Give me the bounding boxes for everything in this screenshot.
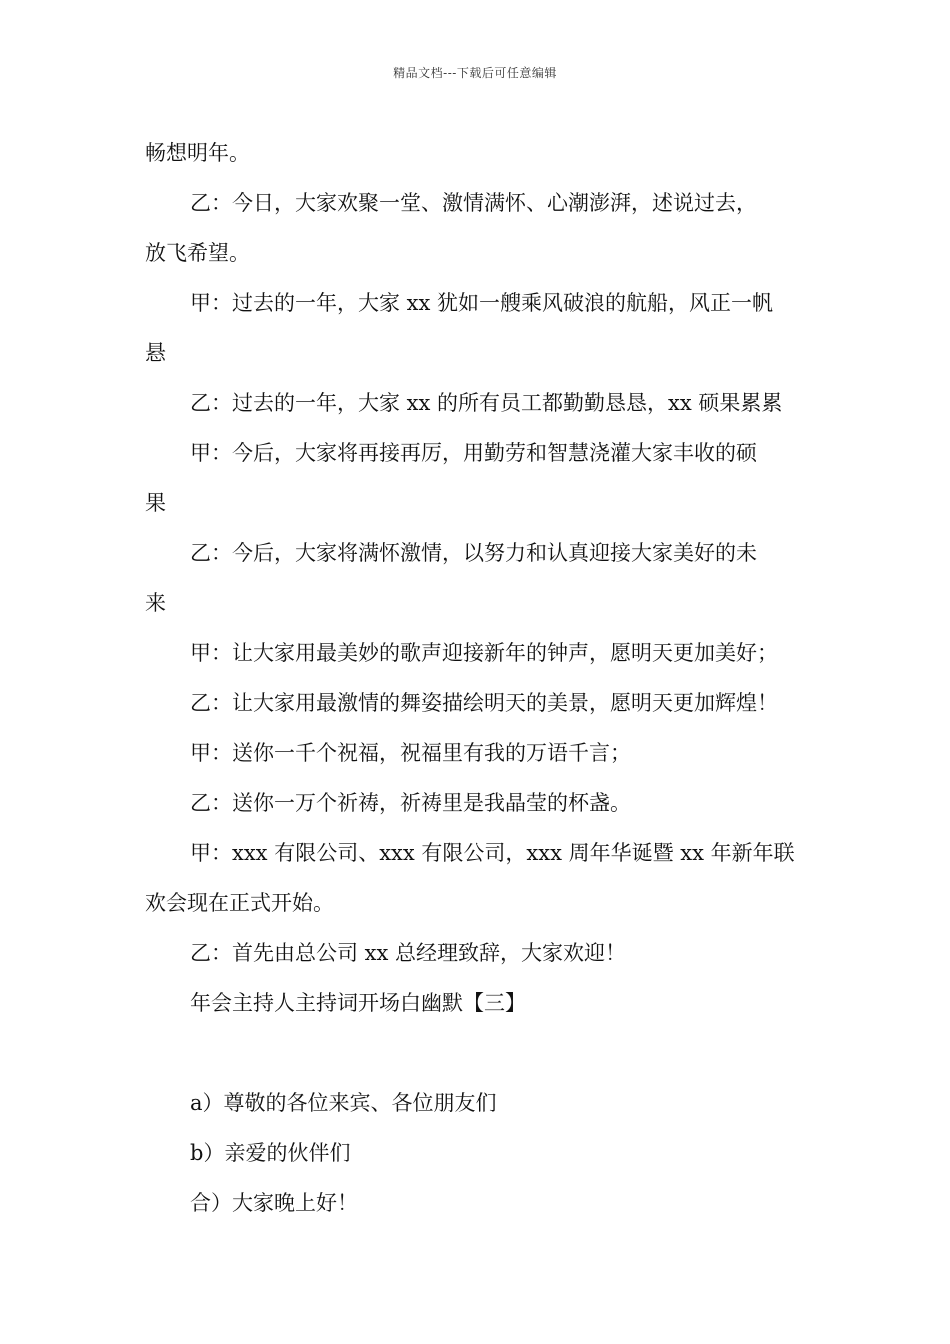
paragraph-line: 放飞希望。 <box>145 241 250 265</box>
paragraph-line: 乙：让大家用最激情的舞姿描绘明天的美景，愿明天更加辉煌！ <box>190 691 778 715</box>
paragraph-line: 甲：让大家用最美妙的歌声迎接新年的钟声，愿明天更加美好； <box>190 641 778 665</box>
paragraph-line: 悬 <box>145 341 166 365</box>
paragraph-line: 甲：送你一千个祝福，祝福里有我的万语千言； <box>190 741 631 765</box>
paragraph-line: 甲：过去的一年，大家 xx 犹如一艘乘风破浪的航船，风正一帆 <box>190 291 774 315</box>
paragraph-line: 欢会现在正式开始。 <box>145 891 334 915</box>
blank-line <box>145 1028 810 1078</box>
page-header: 精品文档---下载后可任意编辑 <box>393 66 557 80</box>
paragraph-line: 乙：首先由总公司 xx 总经理致辞，大家欢迎！ <box>190 941 627 965</box>
paragraph-line: 合）大家晚上好！ <box>190 1191 358 1215</box>
paragraph-line: b）亲爱的伙伴们 <box>190 1141 351 1165</box>
paragraph-line: 畅想明年。 <box>145 141 250 165</box>
paragraph-line: 甲：今后，大家将再接再厉，用勤劳和智慧浇灌大家丰收的硕 <box>190 441 757 465</box>
document-body <box>145 128 810 1228</box>
paragraph-line: 来 <box>145 591 166 615</box>
paragraph-line: 乙：送你一万个祈祷，祈祷里是我晶莹的杯盏。 <box>190 791 631 815</box>
paragraph-line: 乙：今日，大家欢聚一堂、激情满怀、心潮澎湃，述说过去， <box>190 191 757 215</box>
section-heading: 年会主持人主持词开场白幽默【三】 <box>190 991 526 1015</box>
paragraph-line: a）尊敬的各位来宾、各位朋友们 <box>190 1091 497 1115</box>
paragraph-line: 乙：今后，大家将满怀激情，以努力和认真迎接大家美好的未 <box>190 541 757 565</box>
paragraph-line: 果 <box>145 491 166 515</box>
paragraph-line: 乙：过去的一年，大家 xx 的所有员工都勤勤恳恳，xx 硕果累累 <box>190 391 783 415</box>
paragraph-line: 甲：xxx 有限公司、xxx 有限公司，xxx 周年华诞暨 xx 年新年联 <box>190 841 795 865</box>
